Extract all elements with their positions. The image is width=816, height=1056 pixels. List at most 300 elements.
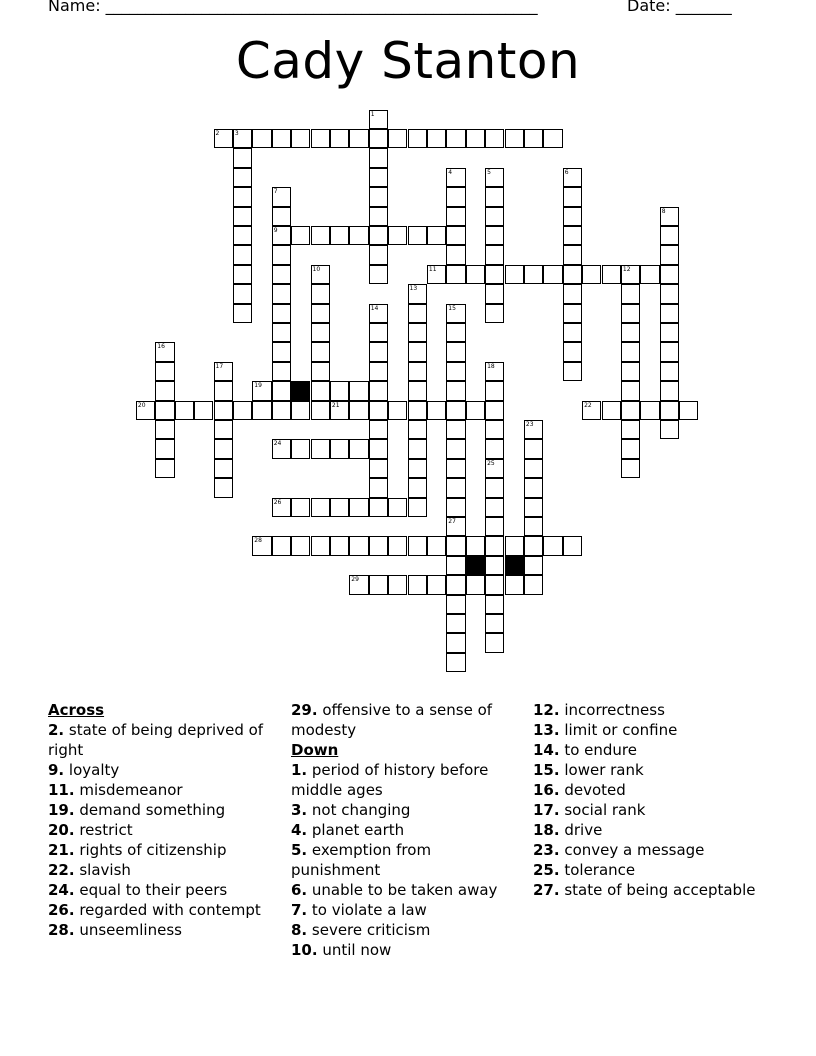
grid-cell[interactable] bbox=[272, 498, 291, 517]
grid-cell[interactable] bbox=[369, 536, 388, 555]
grid-cell[interactable] bbox=[524, 439, 543, 458]
grid-cell[interactable] bbox=[621, 265, 640, 284]
grid-cell[interactable] bbox=[233, 207, 252, 226]
down-clue bbox=[533, 860, 773, 880]
name-field-label[interactable]: Name: ______________________________________________________ bbox=[48, 0, 538, 15]
grid-cell[interactable] bbox=[369, 110, 388, 129]
grid-cell[interactable] bbox=[446, 381, 465, 400]
grid-cell[interactable] bbox=[446, 245, 465, 264]
grid-cell[interactable] bbox=[485, 245, 504, 264]
grid-cell[interactable] bbox=[446, 342, 465, 361]
grid-cell[interactable] bbox=[214, 478, 233, 497]
grid-cell[interactable] bbox=[485, 478, 504, 497]
clue-text: state of being deprived of right bbox=[48, 721, 264, 759]
grid-cell[interactable] bbox=[563, 323, 582, 342]
grid-cell[interactable] bbox=[427, 401, 446, 420]
grid-cell[interactable] bbox=[369, 187, 388, 206]
grid-cell[interactable] bbox=[214, 439, 233, 458]
clue-number: 19 bbox=[254, 382, 262, 390]
grid-cell[interactable] bbox=[563, 284, 582, 303]
grid-cell[interactable] bbox=[485, 304, 504, 323]
grid-cell[interactable] bbox=[563, 245, 582, 264]
clue-text: restrict bbox=[74, 821, 133, 839]
grid-cell[interactable] bbox=[505, 536, 524, 555]
grid-cell[interactable] bbox=[349, 226, 368, 245]
grid-cell[interactable] bbox=[485, 207, 504, 226]
grid-cell[interactable] bbox=[291, 226, 310, 245]
clue-number-label: 25. bbox=[533, 861, 560, 879]
grid-cell[interactable] bbox=[252, 536, 271, 555]
clue-number-label: 8. bbox=[291, 921, 308, 939]
grid-cell[interactable] bbox=[311, 284, 330, 303]
grid-cell[interactable] bbox=[660, 342, 679, 361]
grid-cell[interactable] bbox=[563, 536, 582, 555]
grid-cell[interactable] bbox=[485, 420, 504, 439]
grid-cell[interactable] bbox=[446, 614, 465, 633]
grid-cell[interactable] bbox=[446, 517, 465, 536]
grid-cell[interactable] bbox=[466, 536, 485, 555]
grid-cell[interactable] bbox=[446, 362, 465, 381]
grid-cell[interactable] bbox=[524, 265, 543, 284]
clue-number-label: 6. bbox=[291, 881, 308, 899]
down-heading: Down bbox=[291, 741, 339, 759]
grid-cell[interactable] bbox=[524, 459, 543, 478]
grid-cell[interactable] bbox=[252, 401, 271, 420]
black-square bbox=[505, 556, 524, 575]
grid-cell[interactable] bbox=[330, 536, 349, 555]
grid-cell[interactable] bbox=[369, 129, 388, 148]
grid-cell[interactable] bbox=[214, 362, 233, 381]
grid-cell[interactable] bbox=[427, 226, 446, 245]
grid-cell[interactable] bbox=[349, 401, 368, 420]
grid-cell[interactable] bbox=[485, 633, 504, 652]
grid-cell[interactable] bbox=[485, 556, 504, 575]
down-clue bbox=[533, 760, 773, 780]
clue-number-label: 2. bbox=[48, 721, 65, 739]
grid-cell[interactable] bbox=[524, 420, 543, 439]
grid-cell[interactable] bbox=[233, 187, 252, 206]
clue-text: period of history before middle ages bbox=[291, 761, 489, 799]
grid-cell[interactable] bbox=[349, 498, 368, 517]
grid-cell[interactable] bbox=[369, 420, 388, 439]
grid-cell[interactable] bbox=[369, 439, 388, 458]
grid-cell[interactable] bbox=[408, 439, 427, 458]
grid-cell[interactable] bbox=[408, 381, 427, 400]
grid-cell[interactable] bbox=[408, 129, 427, 148]
grid-cell[interactable] bbox=[369, 498, 388, 517]
grid-cell[interactable] bbox=[446, 129, 465, 148]
grid-cell[interactable] bbox=[408, 478, 427, 497]
grid-cell[interactable] bbox=[272, 129, 291, 148]
grid-cell[interactable] bbox=[582, 401, 601, 420]
grid-cell[interactable] bbox=[214, 459, 233, 478]
clue-number-label: 16. bbox=[533, 781, 560, 799]
grid-cell[interactable] bbox=[563, 226, 582, 245]
grid-cell[interactable] bbox=[408, 342, 427, 361]
grid-cell[interactable] bbox=[524, 129, 543, 148]
grid-cell[interactable] bbox=[621, 362, 640, 381]
grid-cell[interactable] bbox=[485, 498, 504, 517]
grid-cell[interactable] bbox=[311, 129, 330, 148]
grid-cell[interactable] bbox=[621, 342, 640, 361]
grid-cell[interactable] bbox=[660, 304, 679, 323]
grid-cell[interactable] bbox=[408, 323, 427, 342]
clue-text: misdemeanor bbox=[74, 781, 183, 799]
grid-cell[interactable] bbox=[272, 362, 291, 381]
grid-cell[interactable] bbox=[582, 265, 601, 284]
grid-cell[interactable] bbox=[272, 207, 291, 226]
grid-cell[interactable] bbox=[311, 439, 330, 458]
grid-cell[interactable] bbox=[621, 284, 640, 303]
across-clue bbox=[48, 900, 273, 920]
clue-number: 1 bbox=[370, 110, 375, 118]
grid-cell[interactable] bbox=[155, 459, 174, 478]
grid-cell[interactable] bbox=[466, 265, 485, 284]
grid-cell[interactable] bbox=[446, 323, 465, 342]
grid-cell[interactable] bbox=[272, 226, 291, 245]
grid-cell[interactable] bbox=[408, 304, 427, 323]
grid-cell[interactable] bbox=[446, 633, 465, 652]
grid-cell[interactable] bbox=[563, 265, 582, 284]
grid-cell[interactable] bbox=[408, 459, 427, 478]
grid-cell[interactable] bbox=[640, 265, 659, 284]
grid-cell[interactable] bbox=[252, 129, 271, 148]
grid-cell[interactable] bbox=[543, 265, 562, 284]
grid-cell[interactable] bbox=[349, 381, 368, 400]
clue-text: slavish bbox=[74, 861, 131, 879]
grid-cell[interactable] bbox=[349, 536, 368, 555]
grid-cell[interactable] bbox=[679, 401, 698, 420]
grid-cell[interactable] bbox=[233, 284, 252, 303]
grid-cell[interactable] bbox=[388, 401, 407, 420]
grid-cell[interactable] bbox=[485, 595, 504, 614]
grid-cell[interactable] bbox=[349, 439, 368, 458]
grid-cell[interactable] bbox=[311, 342, 330, 361]
grid-cell[interactable] bbox=[291, 439, 310, 458]
grid-cell[interactable] bbox=[563, 342, 582, 361]
clue-text: regarded with contempt bbox=[74, 901, 261, 919]
grid-cell[interactable] bbox=[660, 420, 679, 439]
date-field-label[interactable]: Date: _______ bbox=[627, 0, 732, 15]
grid-cell[interactable] bbox=[155, 439, 174, 458]
grid-cell[interactable] bbox=[272, 381, 291, 400]
grid-cell[interactable] bbox=[272, 245, 291, 264]
grid-cell[interactable] bbox=[446, 168, 465, 187]
grid-cell[interactable] bbox=[621, 401, 640, 420]
grid-cell[interactable] bbox=[446, 595, 465, 614]
grid-cell[interactable] bbox=[330, 381, 349, 400]
grid-cell[interactable] bbox=[621, 420, 640, 439]
grid-cell[interactable] bbox=[388, 226, 407, 245]
grid-cell[interactable] bbox=[408, 284, 427, 303]
grid-cell[interactable] bbox=[291, 536, 310, 555]
grid-cell[interactable] bbox=[233, 168, 252, 187]
grid-cell[interactable] bbox=[233, 304, 252, 323]
grid-cell[interactable] bbox=[408, 420, 427, 439]
grid-cell[interactable] bbox=[446, 265, 465, 284]
grid-cell[interactable] bbox=[543, 536, 562, 555]
across-clue bbox=[48, 860, 273, 880]
grid-cell[interactable] bbox=[214, 129, 233, 148]
grid-cell[interactable] bbox=[485, 614, 504, 633]
grid-cell[interactable] bbox=[485, 536, 504, 555]
grid-cell[interactable] bbox=[660, 284, 679, 303]
grid-cell[interactable] bbox=[485, 187, 504, 206]
clue-text: offensive to a sense of modesty bbox=[291, 701, 493, 739]
black-square bbox=[466, 556, 485, 575]
grid-cell[interactable] bbox=[311, 362, 330, 381]
grid-cell[interactable] bbox=[194, 401, 213, 420]
grid-cell[interactable] bbox=[369, 323, 388, 342]
grid-cell[interactable] bbox=[369, 245, 388, 264]
down-clue bbox=[533, 700, 773, 720]
down-clue bbox=[533, 840, 773, 860]
grid-cell[interactable] bbox=[466, 401, 485, 420]
down-clue bbox=[291, 900, 516, 920]
grid-cell[interactable] bbox=[563, 168, 582, 187]
grid-cell[interactable] bbox=[485, 226, 504, 245]
grid-cell[interactable] bbox=[485, 401, 504, 420]
clue-number-label: 24. bbox=[48, 881, 75, 899]
grid-cell[interactable] bbox=[446, 401, 465, 420]
clue-number: 17 bbox=[215, 362, 224, 370]
grid-cell[interactable] bbox=[388, 536, 407, 555]
grid-cell[interactable] bbox=[660, 362, 679, 381]
clue-number: 26 bbox=[273, 498, 282, 506]
grid-cell[interactable] bbox=[621, 304, 640, 323]
grid-cell[interactable] bbox=[602, 265, 621, 284]
grid-cell[interactable] bbox=[446, 478, 465, 497]
clue-number: 21 bbox=[331, 401, 340, 409]
grid-cell[interactable] bbox=[408, 498, 427, 517]
grid-cell[interactable] bbox=[408, 362, 427, 381]
grid-cell[interactable] bbox=[466, 575, 485, 594]
grid-cell[interactable] bbox=[349, 129, 368, 148]
clue-number-label: 10. bbox=[291, 941, 318, 959]
grid-cell[interactable] bbox=[291, 129, 310, 148]
clue-text: planet earth bbox=[307, 821, 405, 839]
grid-cell[interactable] bbox=[446, 556, 465, 575]
down-clue bbox=[291, 940, 516, 960]
grid-cell[interactable] bbox=[252, 381, 271, 400]
grid-cell[interactable] bbox=[524, 498, 543, 517]
grid-cell[interactable] bbox=[233, 401, 252, 420]
grid-cell[interactable] bbox=[233, 245, 252, 264]
grid-cell[interactable] bbox=[524, 536, 543, 555]
grid-cell[interactable] bbox=[214, 381, 233, 400]
grid-cell[interactable] bbox=[369, 342, 388, 361]
grid-cell[interactable] bbox=[272, 401, 291, 420]
grid-cell[interactable] bbox=[155, 362, 174, 381]
grid-cell[interactable] bbox=[388, 498, 407, 517]
down-clue bbox=[533, 780, 773, 800]
grid-cell[interactable] bbox=[155, 420, 174, 439]
grid-cell[interactable] bbox=[485, 381, 504, 400]
grid-cell[interactable] bbox=[291, 401, 310, 420]
grid-cell[interactable] bbox=[485, 362, 504, 381]
grid-cell[interactable] bbox=[485, 459, 504, 478]
grid-cell[interactable] bbox=[369, 265, 388, 284]
grid-cell[interactable] bbox=[446, 498, 465, 517]
grid-cell[interactable] bbox=[272, 284, 291, 303]
grid-cell[interactable] bbox=[349, 575, 368, 594]
clue-number: 9 bbox=[273, 227, 278, 234]
clue-number: 12 bbox=[622, 265, 631, 273]
grid-cell[interactable] bbox=[369, 401, 388, 420]
grid-cell[interactable] bbox=[446, 207, 465, 226]
grid-cell[interactable] bbox=[369, 226, 388, 245]
grid-cell[interactable] bbox=[660, 207, 679, 226]
grid-cell[interactable] bbox=[485, 129, 504, 148]
grid-cell[interactable] bbox=[660, 265, 679, 284]
grid-cell[interactable] bbox=[446, 187, 465, 206]
grid-cell[interactable] bbox=[311, 381, 330, 400]
across-clue bbox=[48, 780, 273, 800]
grid-cell[interactable] bbox=[602, 401, 621, 420]
grid-cell[interactable] bbox=[427, 129, 446, 148]
grid-cell[interactable] bbox=[369, 362, 388, 381]
grid-cell[interactable] bbox=[233, 129, 252, 148]
grid-cell[interactable] bbox=[330, 226, 349, 245]
grid-cell[interactable] bbox=[446, 439, 465, 458]
grid-cell[interactable] bbox=[524, 517, 543, 536]
grid-cell[interactable] bbox=[485, 439, 504, 458]
grid-cell[interactable] bbox=[408, 536, 427, 555]
grid-cell[interactable] bbox=[136, 401, 155, 420]
grid-cell[interactable] bbox=[311, 498, 330, 517]
grid-cell[interactable] bbox=[446, 575, 465, 594]
grid-cell[interactable] bbox=[369, 459, 388, 478]
grid-cell[interactable] bbox=[446, 226, 465, 245]
grid-cell[interactable] bbox=[369, 478, 388, 497]
grid-cell[interactable] bbox=[563, 304, 582, 323]
grid-cell[interactable] bbox=[621, 459, 640, 478]
grid-cell[interactable] bbox=[485, 168, 504, 187]
clue-number-label: 5. bbox=[291, 841, 308, 859]
grid-cell[interactable] bbox=[524, 575, 543, 594]
grid-cell[interactable] bbox=[446, 420, 465, 439]
grid-cell[interactable] bbox=[233, 148, 252, 167]
grid-cell[interactable] bbox=[369, 148, 388, 167]
grid-cell[interactable] bbox=[155, 342, 174, 361]
grid-cell[interactable] bbox=[485, 517, 504, 536]
clue-number: 14 bbox=[370, 304, 379, 312]
grid-cell[interactable] bbox=[330, 498, 349, 517]
grid-cell[interactable] bbox=[330, 401, 349, 420]
grid-cell[interactable] bbox=[369, 304, 388, 323]
grid-cell[interactable] bbox=[446, 304, 465, 323]
grid-cell[interactable] bbox=[272, 323, 291, 342]
grid-cell[interactable] bbox=[408, 575, 427, 594]
grid-cell[interactable] bbox=[485, 575, 504, 594]
grid-cell[interactable] bbox=[214, 401, 233, 420]
grid-cell[interactable] bbox=[660, 245, 679, 264]
grid-cell[interactable] bbox=[446, 536, 465, 555]
clue-number: 25 bbox=[487, 459, 495, 467]
grid-cell[interactable] bbox=[388, 129, 407, 148]
grid-cell[interactable] bbox=[427, 575, 446, 594]
clue-number-label: 1. bbox=[291, 761, 308, 779]
grid-cell[interactable] bbox=[369, 207, 388, 226]
grid-cell[interactable] bbox=[524, 556, 543, 575]
grid-cell[interactable] bbox=[369, 381, 388, 400]
clue-number: 27 bbox=[448, 518, 456, 525]
grid-cell[interactable] bbox=[214, 420, 233, 439]
grid-cell[interactable] bbox=[660, 323, 679, 342]
grid-cell[interactable] bbox=[291, 498, 310, 517]
grid-cell[interactable] bbox=[660, 401, 679, 420]
grid-cell[interactable] bbox=[543, 129, 562, 148]
grid-cell[interactable] bbox=[660, 381, 679, 400]
grid-cell[interactable] bbox=[524, 478, 543, 497]
grid-cell[interactable] bbox=[505, 575, 524, 594]
grid-cell[interactable] bbox=[272, 536, 291, 555]
grid-cell[interactable] bbox=[660, 226, 679, 245]
grid-cell[interactable] bbox=[446, 459, 465, 478]
grid-cell[interactable] bbox=[272, 342, 291, 361]
grid-cell[interactable] bbox=[155, 401, 174, 420]
across-clue bbox=[48, 760, 273, 780]
grid-cell[interactable] bbox=[408, 401, 427, 420]
grid-cell[interactable] bbox=[311, 226, 330, 245]
grid-cell[interactable] bbox=[311, 323, 330, 342]
clue-text: lower rank bbox=[559, 761, 644, 779]
grid-cell[interactable] bbox=[311, 401, 330, 420]
clue-number-label: 19. bbox=[48, 801, 75, 819]
across-clue bbox=[48, 800, 273, 820]
clue-text: until now bbox=[317, 941, 392, 959]
grid-cell[interactable] bbox=[272, 439, 291, 458]
grid-cell[interactable] bbox=[505, 129, 524, 148]
grid-cell[interactable] bbox=[563, 207, 582, 226]
grid-cell[interactable] bbox=[427, 265, 446, 284]
grid-cell[interactable] bbox=[485, 284, 504, 303]
grid-cell[interactable] bbox=[155, 381, 174, 400]
grid-cell[interactable] bbox=[563, 362, 582, 381]
grid-cell[interactable] bbox=[175, 401, 194, 420]
grid-cell[interactable] bbox=[272, 187, 291, 206]
down-clue bbox=[291, 920, 516, 940]
clue-number: 20 bbox=[137, 401, 146, 409]
grid-cell[interactable] bbox=[330, 439, 349, 458]
grid-cell[interactable] bbox=[505, 265, 524, 284]
grid-cell[interactable] bbox=[621, 439, 640, 458]
grid-cell[interactable] bbox=[330, 129, 349, 148]
grid-cell[interactable] bbox=[621, 381, 640, 400]
grid-cell[interactable] bbox=[427, 536, 446, 555]
clue-number: 15 bbox=[448, 304, 456, 312]
grid-cell[interactable] bbox=[369, 168, 388, 187]
grid-cell[interactable] bbox=[388, 575, 407, 594]
clue-number-label: 23. bbox=[533, 841, 560, 859]
grid-cell[interactable] bbox=[640, 401, 659, 420]
grid-cell[interactable] bbox=[272, 304, 291, 323]
grid-cell[interactable] bbox=[485, 265, 504, 284]
grid-cell[interactable] bbox=[621, 323, 640, 342]
grid-cell[interactable] bbox=[233, 265, 252, 284]
clue-number: 4 bbox=[448, 168, 453, 176]
grid-cell[interactable] bbox=[408, 226, 427, 245]
grid-cell[interactable] bbox=[233, 226, 252, 245]
grid-cell[interactable] bbox=[466, 129, 485, 148]
grid-cell[interactable] bbox=[311, 304, 330, 323]
grid-cell[interactable] bbox=[311, 265, 330, 284]
grid-cell[interactable] bbox=[446, 653, 465, 672]
grid-cell[interactable] bbox=[563, 187, 582, 206]
grid-cell[interactable] bbox=[369, 575, 388, 594]
grid-cell[interactable] bbox=[272, 265, 291, 284]
grid-cell[interactable] bbox=[311, 536, 330, 555]
